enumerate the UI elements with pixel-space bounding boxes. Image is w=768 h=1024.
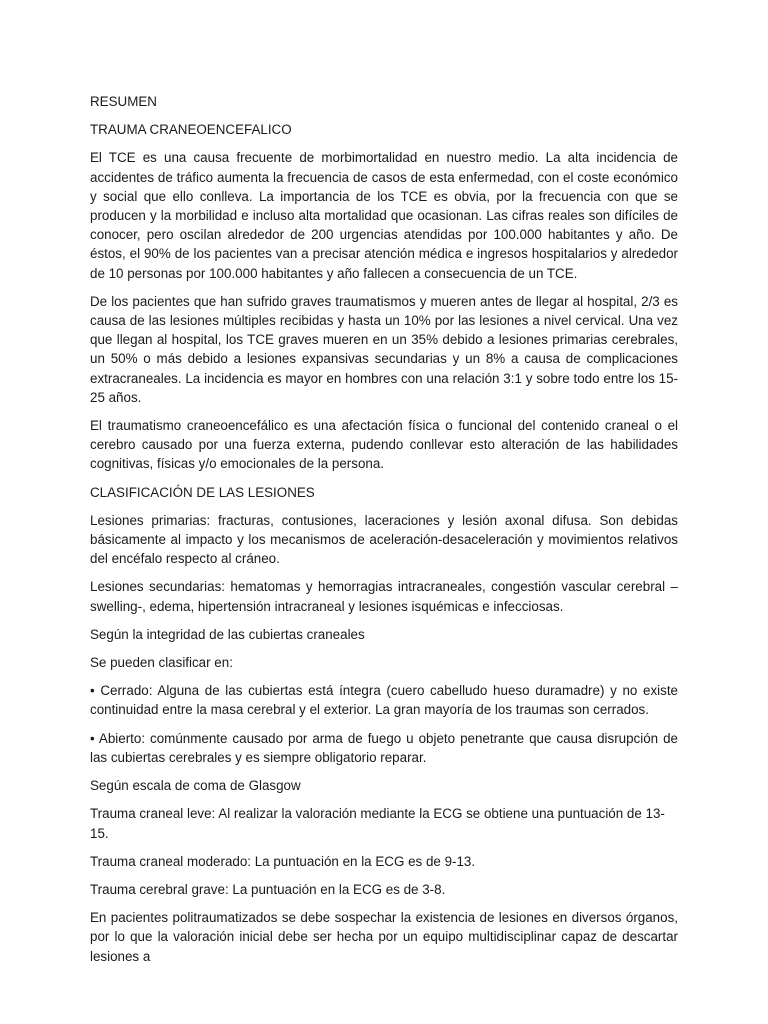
subheading-glasgow: Según escala de coma de Glasgow xyxy=(90,778,301,794)
bullet-open: • Abierto: comúnmente causado por arma de fuego u objeto penetrante que causa disrupción de las cubiertas cerebrales y es siempre obligatorio reparar. xyxy=(90,730,678,765)
section-heading-classification: CLASIFICACIÓN DE LAS LESIONES xyxy=(90,484,315,500)
paragraph-definition: El traumatismo craneoencefálico es una afectación física o funcional del contenido craneal o el cerebro causado por una fuerza externa, pudendo conllevar esto alteración de las habilidades cognitivas, físicas y/o emocionales de la persona. xyxy=(90,418,678,472)
document-page xyxy=(90,92,678,975)
document-subtitle: TRAUMA CRANEOENCEFALICO xyxy=(90,122,292,138)
glasgow-mild: Trauma craneal leve: Al realizar la valoración mediante la ECG se obtiene una puntuación de 13-15. xyxy=(90,806,665,841)
paragraph-mortality: De los pacientes que han sufrido graves traumatismos y mueren antes de llegar al hospital, 2/3 es causa de las lesiones múltiples recibidas y hasta un 10% por las lesiones a nivel cervical. Una vez que llegan al hospital, los TCE graves mueren en un 35% debido a lesiones primarias cerebrales, un 50% o más debido a lesiones expansivas secundarias y un 8% a causa de complicaciones extracraneales. La incidencia es mayor en hombres con una relación 3:1 y sobre todo entre los 15-25 años. xyxy=(90,293,678,405)
glasgow-moderate: Trauma craneal moderado: La puntuación en la ECG es de 9-13. xyxy=(90,853,476,869)
paragraph-primary-lesions: Lesiones primarias: fracturas, contusiones, laceraciones y lesión axonal difusa. Son debidas básicamente al impacto y los mecanismos de aceleración-desaceleración y movimientos relativos del encéfalo respecto al cráneo. xyxy=(90,512,678,567)
paragraph-secondary-lesions: Lesiones secundarias: hematomas y hemorragias intracraneales, congestión vascular cerebral –swelling-, edema, hipertensión intracraneal y lesiones isquémicas e infecciosas. xyxy=(90,579,678,614)
bullet-closed: • Cerrado: Alguna de las cubiertas está íntegra (cuero cabelludo hueso duramadre) y no existe continuidad entre la masa cerebral y el exterior. La gran mayoría de los traumas son cerrados. xyxy=(90,683,678,718)
glasgow-severe: Trauma cerebral grave: La puntuación en la ECG es de 3-8. xyxy=(90,881,446,897)
classify-intro: Se pueden clasificar en: xyxy=(90,655,233,671)
subheading-integrity: Según la integridad de las cubiertas craneales xyxy=(90,626,365,642)
document-title: RESUMEN xyxy=(90,94,157,109)
paragraph-polytrauma: En pacientes politraumatizados se debe sospechar la existencia de lesiones en diversos órganos, por lo que la valoración inicial debe ser hecha por un equipo multidisciplinar capaz de descartar lesiones a xyxy=(90,910,678,964)
paragraph-intro: El TCE es una causa frecuente de morbimortalidad en nuestro medio. La alta incidencia de accidentes de tráfico aumenta la frecuencia de casos de esta enfermedad, con el coste económico y social que ello conlleva. La importancia de los TCE es obvia, por la frecuencia con que se producen y la morbilidad e incluso alta mortalidad que ocasionan. Las cifras reales son difíciles de conocer, pero oscilan alrededor de 200 urgencias atendidas por 100.000 habitantes y año. De éstos, el 90% de los pacientes van a precisar atención médica e ingresos hospitalarios y alrededor de 10 personas por 100.000 habitantes y año fallecen a consecuencia de un TCE. xyxy=(90,150,678,281)
